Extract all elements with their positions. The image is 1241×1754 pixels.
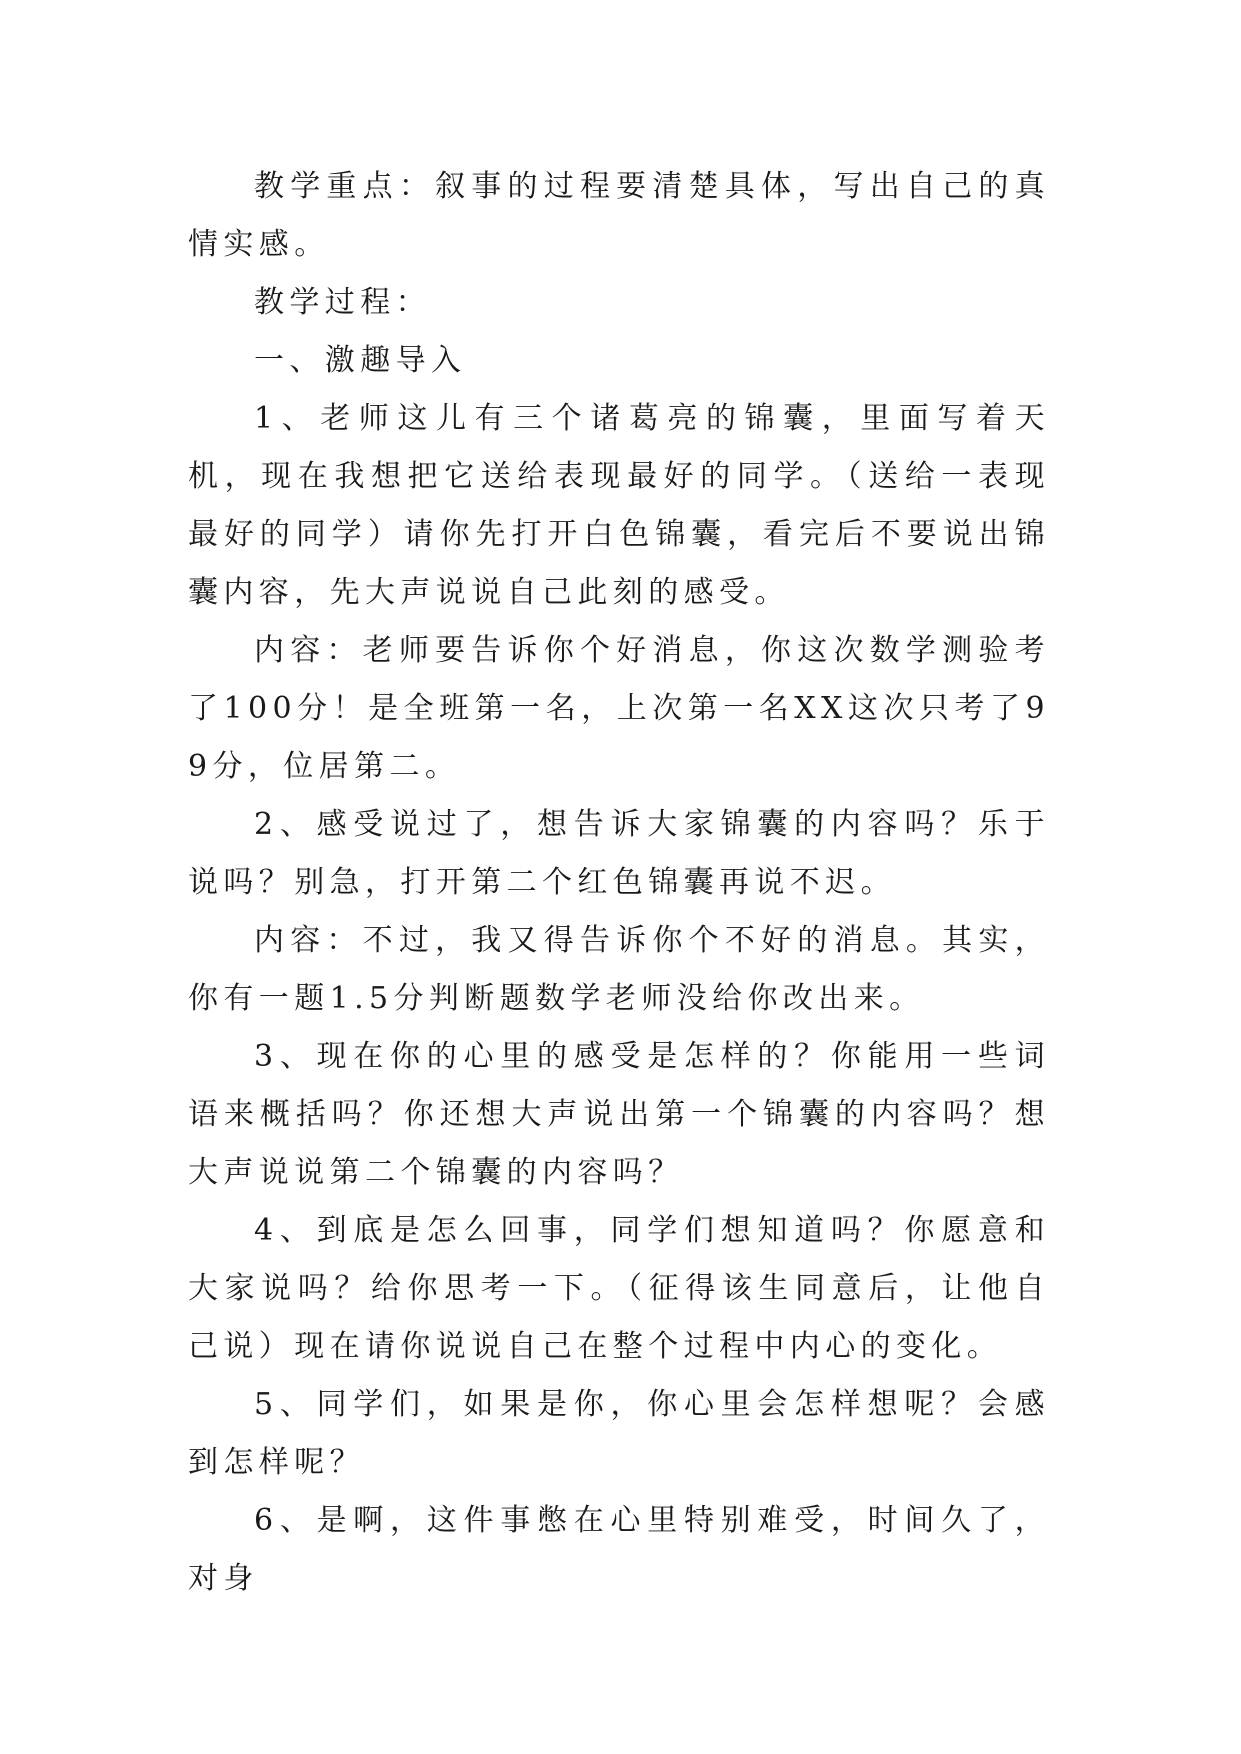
paragraph-step-1: 1、老师这儿有三个诸葛亮的锦囊，里面写着天机，现在我想把它送给表现最好的同学。（送给一表现最好的同学）请你先打开白色锦囊，看完后不要说出锦囊内容，先大声说说自己此刻的感受。	[188, 401, 1050, 610]
paragraph-step-2: 2、感受说过了，想告诉大家锦囊的内容吗？乐于说吗？别急，打开第二个红色锦囊再说不迟。	[188, 807, 1050, 900]
paragraph-step-3: 3、现在你的心里的感受是怎样的？你能用一些词语来概括吗？你还想大声说出第一个锦囊的内容吗？想大声说说第二个锦囊的内容吗？	[188, 1039, 1050, 1190]
paragraph-step-6: 6、是啊，这件事憋在心里特别难受，时间久了，对身	[188, 1503, 1050, 1596]
document-page	[188, 158, 1050, 1608]
paragraph-teaching-process-heading: 教学过程：	[254, 285, 431, 320]
paragraph-step-4: 4、到底是怎么回事，同学们想知道吗？你愿意和大家说吗？给你思考一下。（征得该生同意后，让他自己说）现在请你说说自己在整个过程中内心的变化。	[188, 1213, 1050, 1364]
paragraph-section-heading: 一、激趣导入	[254, 343, 467, 378]
paragraph-content-1: 内容：老师要告诉你个好消息，你这次数学测验考了100分！是全班第一名，上次第一名XX这次只考了99分，位居第二。	[188, 633, 1050, 784]
paragraph-step-5: 5、同学们，如果是你，你心里会怎样想呢？会感到怎样呢？	[188, 1387, 1050, 1480]
paragraph-content-2: 内容：不过，我又得告诉你个不好的消息。其实，你有一题1.5分判断题数学老师没给你改出来。	[188, 923, 1050, 1016]
paragraph-teaching-focus: 教学重点：叙事的过程要清楚具体，写出自己的真情实感。	[188, 169, 1050, 262]
